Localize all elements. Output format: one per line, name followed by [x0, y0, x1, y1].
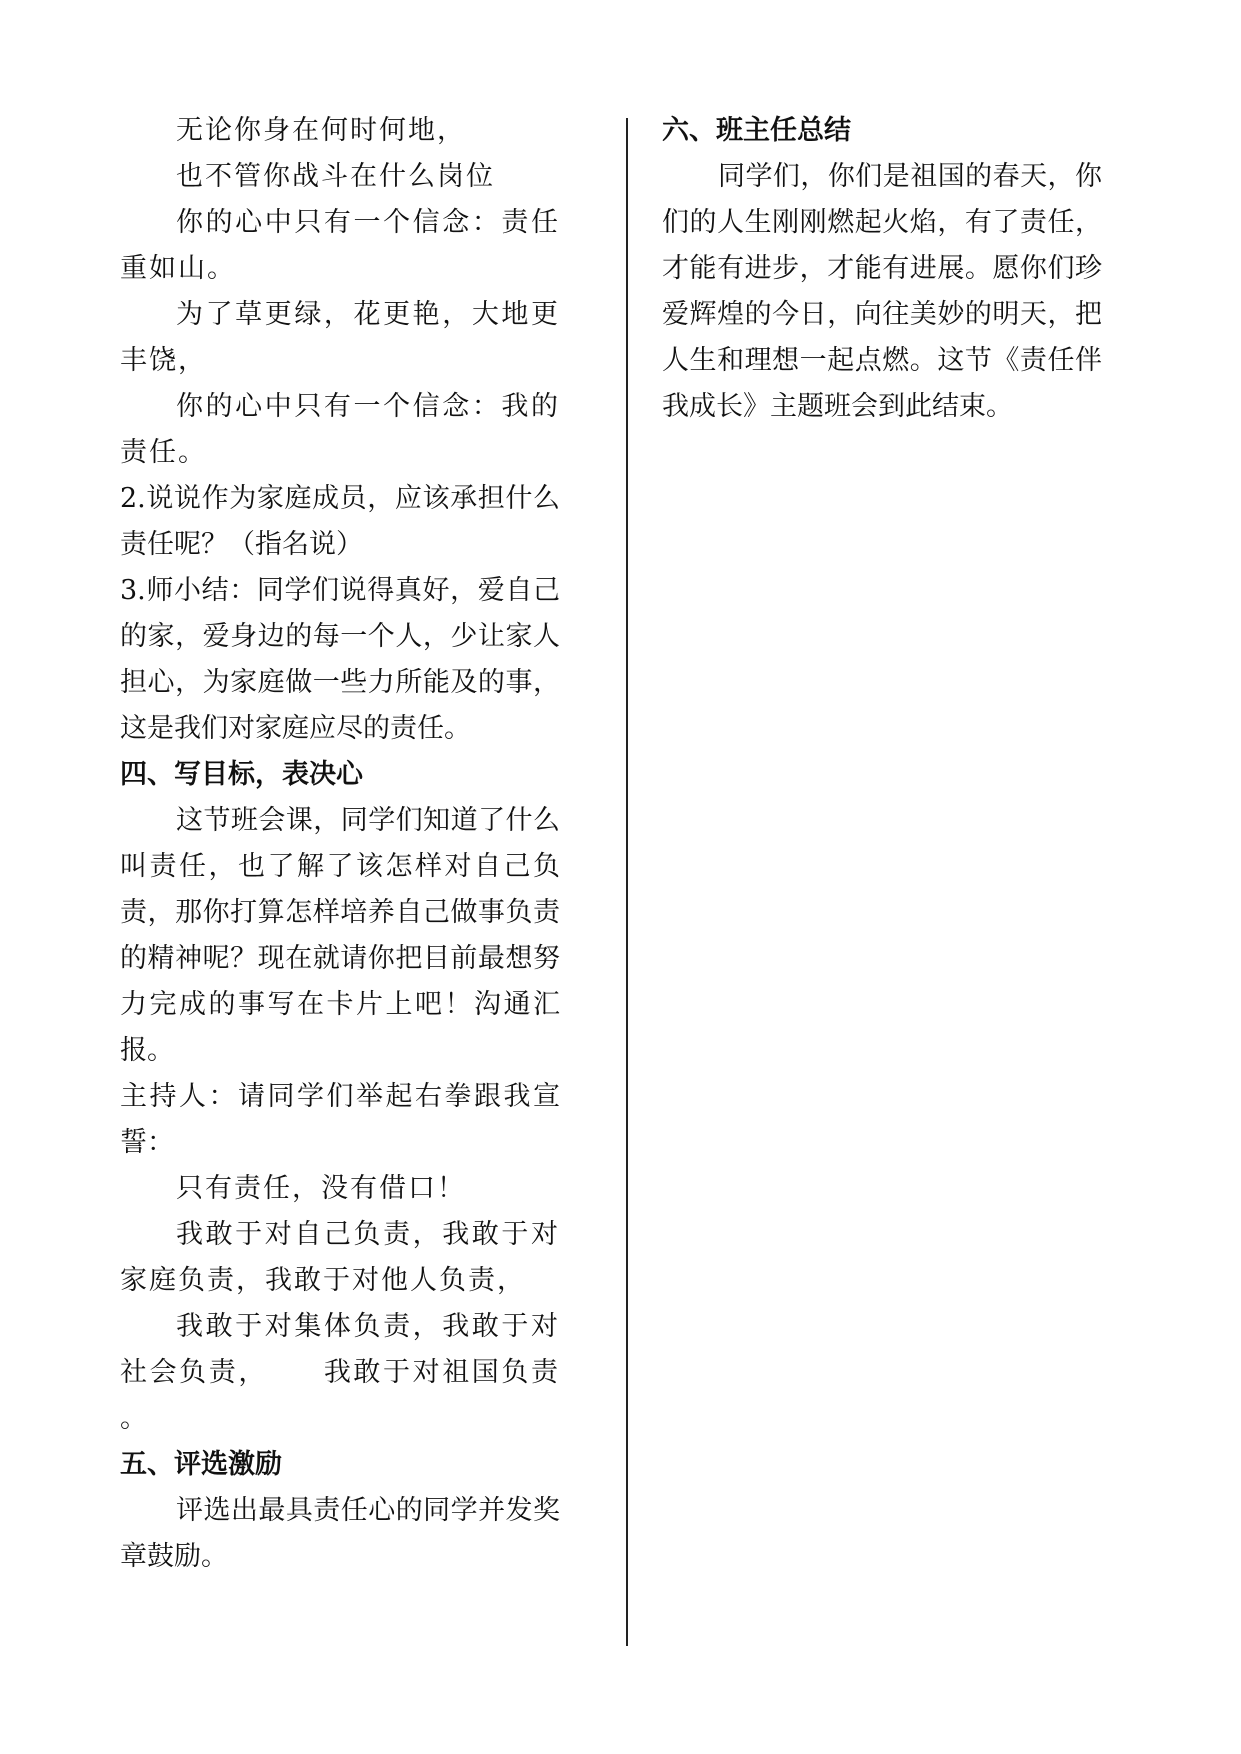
poem-line-5: 你的心中只有一个信念：我的责任。: [120, 391, 560, 468]
oath-line-2: 我敢于对自己负责，我敢于对家庭负责，我敢于对他人负责，: [120, 1219, 560, 1296]
section-4-body: 这节班会课，同学们知道了什么叫责任，也了解了该怎样对自己负责，那你打算怎样培养自己做事负责的精神呢？现在就请你把目前最想努力完成的事写在卡片上吧！沟通汇报。: [120, 805, 560, 1066]
item-3-paragraph: 3.师小结：同学们说得真好，爱自己的家，爱身边的每一个人，少让家人担心，为家庭做一些力所能及的事，这是我们对家庭应尽的责任。: [120, 575, 560, 744]
section-4-heading: 四、写目标，表决心: [120, 759, 363, 790]
poem-line-1: 无论你身在何时何地，: [176, 115, 466, 146]
poem-line-3: 你的心中只有一个信念：责任重如山。: [120, 207, 560, 284]
section-6-body: 同学们，你们是祖国的春天，你们的人生刚刚燃起火焰，有了责任，才能有进步，才能有进展。愿你们珍爱辉煌的今日，向往美妙的明天，把人生和理想一起点燃。这节《责任伴我成长》主题班会到此结束。: [662, 161, 1102, 422]
poem-line-2: 也不管你战斗在什么岗位: [176, 161, 495, 192]
section-6-heading: 六、班主任总结: [662, 115, 851, 146]
right-column: [662, 108, 1102, 430]
section-5-body: 评选出最具责任心的同学并发奖章鼓励。: [120, 1495, 560, 1572]
host-paragraph: 主持人：请同学们举起右拳跟我宣誓：: [120, 1081, 560, 1158]
poem-line-4: 为了草更绿，花更艳，大地更丰饶，: [120, 299, 560, 376]
oath-line-1: 只有责任，没有借口！: [176, 1173, 466, 1204]
section-5-heading: 五、评选激励: [120, 1449, 282, 1480]
oath-line-3: 我敢于对集体负责，我敢于对社会负责， 我敢于对祖国负责 。: [120, 1311, 582, 1434]
column-divider: [626, 118, 628, 1646]
item-2-paragraph: 2.说说作为家庭成员，应该承担什么责任呢？（指名说）: [120, 483, 560, 560]
left-column: [120, 108, 582, 1580]
